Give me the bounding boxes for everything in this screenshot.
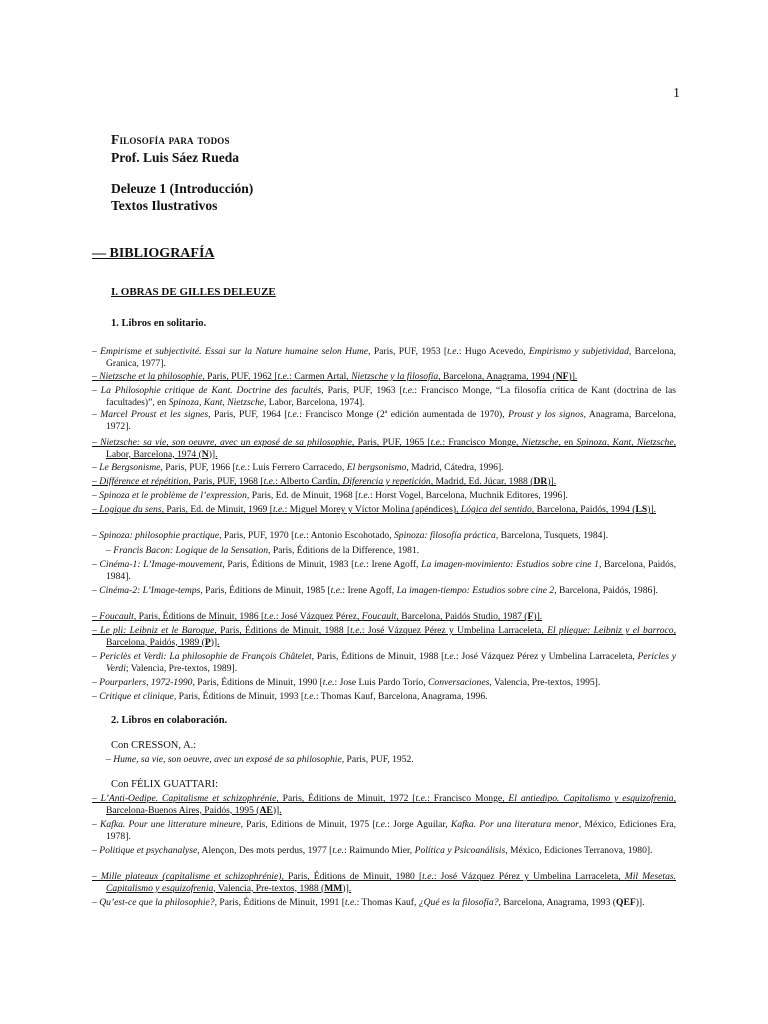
bib-entry: – Kafka. Pour une litterature mineure, Paris, Editions de Minuit, 1975 [t.e.: Jorge Aguilar, Kafka. Por una literatura menor, México, Ediciones Era, 1978]. <box>92 819 676 842</box>
bib-entry: – Hume, sa vie, son oeuvre, avec un exposé de sa philosophie, Paris, PUF, 1952. <box>106 754 414 765</box>
course-title: Filosofía para todos <box>111 132 230 147</box>
with-cresson-label: Con CRESSON, A.: <box>111 740 197 751</box>
page-number: 1 <box>673 86 680 101</box>
bib-entry: – Periclès et Verdi: La philosophie de François Châtelet, Paris, Éditions de Minuit, 1988 [t.e.: José Vázquez Pérez y Umbelina Larraceleta, Pericles y Verdi; Valencia, Pre-textos, 1989]. <box>92 651 677 674</box>
bib-entry: – La Philosophie critique de Kant. Doctrine des facultés, Paris, PUF, 1963 [t.e.: Francisco Monge, “La filosofía crítica de Kant (doctrina de las facultades)”, en Spinoza, Kant, Nietzsche, Labor, Barcelona, 1974]. <box>92 385 676 408</box>
bib-entry: – Francis Bacon: Logique de la Sensation, Paris, Éditions de la Difference, 1981. <box>106 545 420 556</box>
lecture-title: Deleuze 1 (Introducción) <box>111 181 254 196</box>
bib-entry: – Politique et psychanalyse, Alençon, Des mots perdus, 1977 [t.e.: Raimundo Mier, Política y Psicoanálisis, México, Ediciones Terranova, 1980]. <box>92 845 653 856</box>
bib-entry: – Différence et répétition, Paris, PUF, 1968 [t.e.: Alberto Cardín, Diferencia y repetición, Madrid, Ed. Júcar, 1988 (DR)]. <box>92 476 557 487</box>
bib-entry: – Nietzsche et la philosophie, Paris, PUF, 1962 [t.e.: Carmen Artal, Nietzsche y la filosofía, Barcelona, Anagrama, 1994 (NF)]. <box>92 371 578 382</box>
bib-entry: – L’Anti-Oedipe. Capitalisme et schizophrénie, Paris, Éditions de Minuit, 1972 [t.e.: Francisco Monge, El antiedipo. Capitalismo y esquizofrenia, Barcelona-Buenos Aires, Paidós, 1995 (AE)]. <box>92 793 676 816</box>
bib-entry: – Marcel Proust et les signes, Paris, PUF, 1964 [t.e.: Francisco Monge (2ª edición aumentada de 1970), Proust y los signos, Anagrama, Barcelona, 1972]. <box>92 409 676 432</box>
bib-entry: – Foucault, Paris, Éditions de Minuit, 1986 [t.e.: José Vázquez Pérez, Foucault, Barcelona, Paidós Studio, 1987 (F)]. <box>92 611 543 622</box>
bib-entry: – Critique et clinique, Paris, Éditions de Minuit, 1993 [t.e.: Thomas Kauf, Barcelona, Anagrama, 1996. <box>92 691 488 702</box>
bib-entry: – Spinoza et le problème de l’expression, Paris, Ed. de Minuit, 1968 [t.e.: Horst Vogel, Barcelona, Muchnik Editores, 1996]. <box>92 490 568 501</box>
collab-books-heading: 2. Libros en colaboración. <box>111 715 228 726</box>
bib-entry: – Spinoza: philosophie practique, Paris, PUF, 1970 [t.e.: Antonio Escohotado, Spinoza: filosofía práctica, Barcelona, Tusquets, 1984]. <box>92 530 609 541</box>
bib-entry: – Le Bergsonisme, Paris, PUF, 1966 [t.e.: Luis Ferrero Carracedo, El bergsonismo, Madrid, Cátedra, 1996]. <box>92 462 504 473</box>
professor-name: Prof. Luis Sáez Rueda <box>111 150 240 165</box>
lecture-subtitle: Textos Ilustrativos <box>111 198 218 213</box>
bibliography-heading: — BIBLIOGRAFÍA <box>92 246 215 261</box>
bib-entry: – Nietzsche: sa vie, son oeuvre, avec un exposé de sa philosophie, Paris, PUF, 1965 [t.e.: Francisco Monge, Nietzsche, en Spinoza, Kant, Nietzsche, Labor, Barcelona, 1974 (N)]. <box>92 437 676 460</box>
works-heading: I. OBRAS DE GILLES DELEUZE <box>111 286 276 298</box>
bib-entry: – Mille plateaux (capitalisme et schizophrénie), Paris, Éditions de Minuit, 1980 [t.e.: José Vázquez Pérez y Umbelina Larraceleta, Mil Mesetas. Capitalismo y esquizofrenia, Valencia, Pre-textos, 1988 (MM)]. <box>92 871 677 894</box>
bib-entry: – Le pli: Leibniz et le Baroque, Paris, Éditions de Minuit, 1988 [t.e.: José Vázquez Pérez y Umbelina Larraceleta, El pliegue: Leibniz y el barroco, Barcelona, Paidós, 1989 (P)]. <box>92 625 676 648</box>
bib-entry: – Logique du sens, Paris, Ed. de Minuit, 1969 [t.e.: Miguel Morey y Víctor Molina (apéndices), Lógica del sentido, Barcelona, Paidós, 1994 (LS)]. <box>92 504 656 515</box>
bib-entry: – Qu’est-ce que la philosophie?, Paris, Éditions de Minuit, 1991 [t.e.: Thomas Kauf, ¿Qué es la filosofía?, Barcelona, Anagrama, 1993 (QEF)]. <box>92 897 645 908</box>
bib-entry: – Cinéma-2: L’Image-temps, Paris, Éditions de Minuit, 1985 [t.e.: Irene Agoff, La imagen-tiempo: Estudios sobre cine 2, Barcelona, Paidós, 1986]. <box>92 585 658 596</box>
solo-books-heading: 1. Libros en solitario. <box>111 318 207 329</box>
bib-entry: – Pourparlers, 1972-1990, Paris, Éditions de Minuit, 1990 [t.e.: Jose Luis Pardo Torío, Conversaciones, Valencia, Pre-textos, 1995]. <box>92 677 601 688</box>
bib-entry: – Empirisme et subjectivité. Essai sur la Nature humaine selon Hume, Paris, PUF, 1953 [t.e.: Hugo Acevedo, Empirismo y subjetividad, Barcelona, Granica, 1977]. <box>92 346 676 369</box>
with-guattari-label: Con FÉLIX GUATTARI: <box>111 779 219 790</box>
bib-entry: – Cinéma-1: L’Image-mouvement, Paris, Éditions de Minuit, 1983 [t.e.: Irene Agoff, La imagen-movimiento: Estudios sobre cine 1, Barcelona, Paidós, 1984]. <box>92 559 677 582</box>
